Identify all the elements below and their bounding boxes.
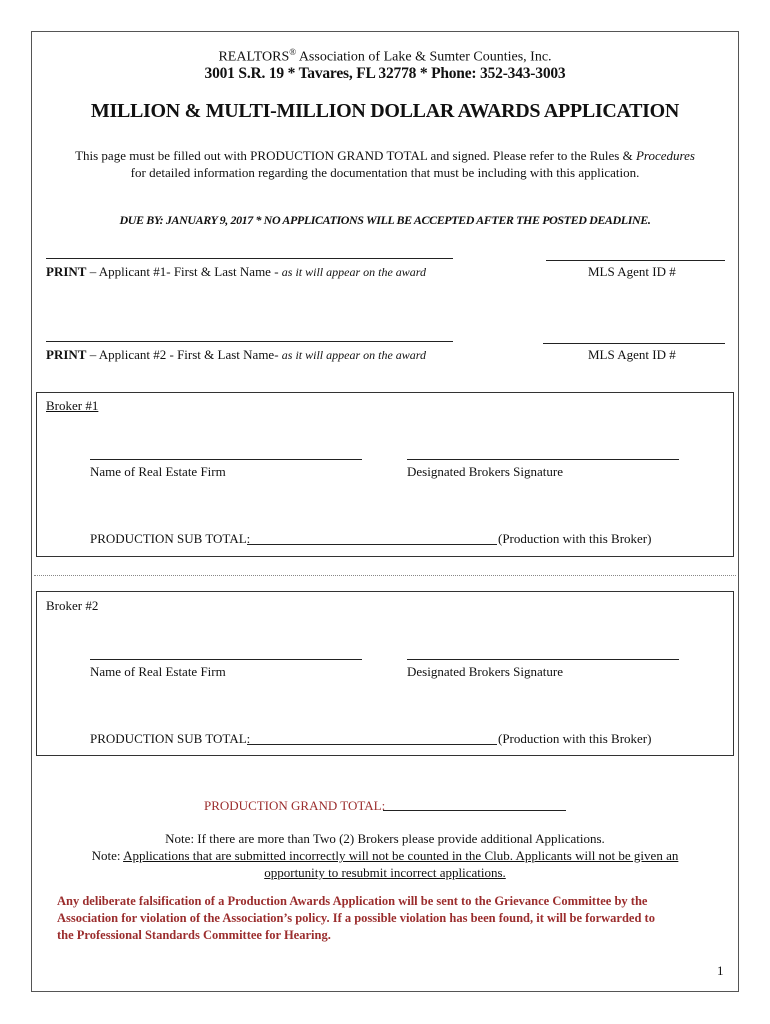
intro-line-2: for detailed information regarding the documentation that must be including with this application.: [130, 165, 640, 180]
broker2-heading: Broker #2: [46, 598, 99, 613]
intro-line-1: This page must be filled out with PRODUCTION GRAND TOTAL and signed. Please refer to the Rules & Procedures: [75, 148, 695, 163]
applicant1-name-line[interactable]: [46, 258, 453, 259]
applicant1-mls-label: MLS Agent ID #: [588, 264, 676, 279]
grand-total-line[interactable]: [383, 810, 566, 811]
broker1-signature-line[interactable]: [407, 459, 679, 460]
applicant2-label: PRINT – Applicant #2 - First & Last Name- as it will appear on the award: [46, 347, 427, 362]
broker2-firm-line[interactable]: [90, 659, 362, 660]
broker2-subtotal-line[interactable]: [247, 744, 497, 745]
note-incorrect-line-2: opportunity to resubmit incorrect applications.: [264, 865, 506, 880]
applicant2-mls-line[interactable]: [543, 343, 725, 344]
warning-line-2: Association for violation of the Association’s policy. If a possible violation has been found, it will be forwarded to: [57, 911, 655, 925]
broker1-firm-line[interactable]: [90, 459, 362, 460]
divider: [34, 575, 736, 576]
org-line: REALTORS® Association of Lake & Sumter Counties, Inc.: [218, 47, 552, 65]
note-incorrect-line-1: Note: Applications that are submitted incorrectly will not be counted in the Club. Applicants will not be given an: [91, 848, 679, 863]
applicant1-mls-line[interactable]: [546, 260, 725, 261]
broker1-firm-label: Name of Real Estate Firm: [90, 464, 226, 479]
grand-total-label: PRODUCTION GRAND TOTAL:: [204, 798, 386, 813]
warning-line-1: Any deliberate falsification of a Production Awards Application will be sent to the Grievance Committee by the: [57, 894, 648, 908]
broker2-firm-label: Name of Real Estate Firm: [90, 664, 226, 679]
deadline-notice: DUE BY: JANUARY 9, 2017 * NO APPLICATIONS WILL BE ACCEPTED AFTER THE POSTED DEADLINE.: [119, 213, 651, 227]
warning-line-3: the Professional Standards Committee for Hearing.: [57, 928, 331, 942]
broker2-subtotal-label: PRODUCTION SUB TOTAL:: [90, 731, 251, 746]
note-additional-brokers: Note: If there are more than Two (2) Brokers please provide additional Applications.: [165, 831, 605, 846]
broker2-signature-line[interactable]: [407, 659, 679, 660]
broker1-subtotal-label: PRODUCTION SUB TOTAL:: [90, 531, 251, 546]
applicant2-name-line[interactable]: [46, 341, 453, 342]
broker2-signature-label: Designated Brokers Signature: [407, 664, 563, 679]
broker1-subtotal-line[interactable]: [247, 544, 497, 545]
page-number: 1: [717, 963, 724, 978]
applicant1-label: PRINT – Applicant #1- First & Last Name - as it will appear on the award: [46, 264, 427, 279]
broker1-heading: Broker #1: [46, 398, 99, 413]
page-title: MILLION & MULTI-MILLION DOLLAR AWARDS APPLICATION: [90, 100, 680, 122]
broker2-subtotal-note: (Production with this Broker): [498, 731, 652, 746]
address-line: 3001 S.R. 19 * Tavares, FL 32778 * Phone: 352-343-3003: [204, 65, 566, 82]
broker1-signature-label: Designated Brokers Signature: [407, 464, 563, 479]
applicant2-mls-label: MLS Agent ID #: [588, 347, 676, 362]
broker1-subtotal-note: (Production with this Broker): [498, 531, 652, 546]
